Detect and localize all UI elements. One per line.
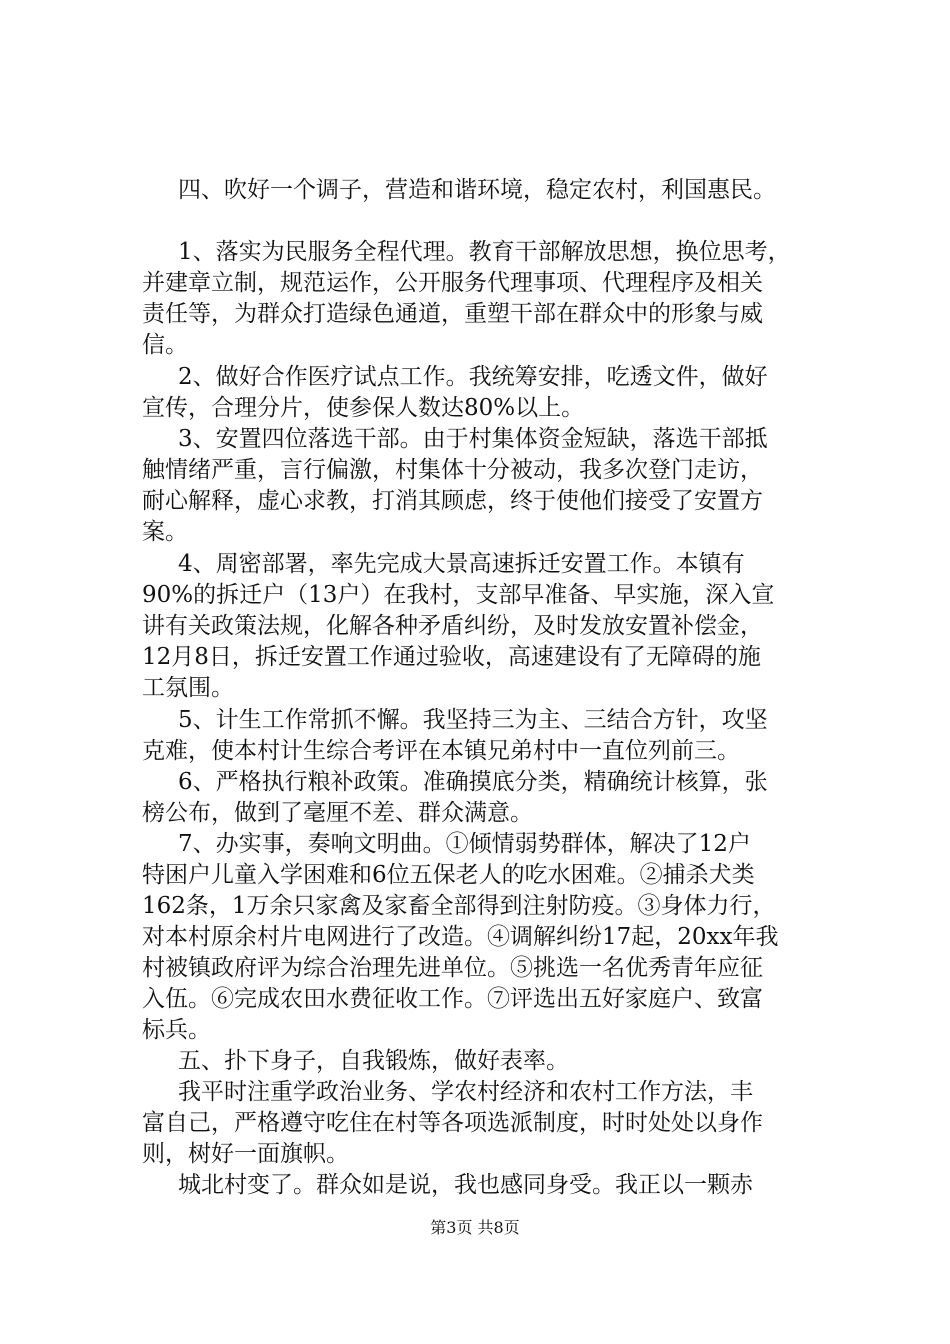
text-line: 4、周密部署，率先完成大景高速拆迁安置工作。本镇有 — [178, 551, 745, 577]
text-line: 162条，1万余只家禽及家畜全部得到注射防疫。③身体力行， — [142, 893, 776, 919]
text-line: 富自己，严格遵守吃住在村等各项选派制度，时时处处以身作 — [142, 1110, 763, 1136]
text-line: 责任等，为群众打造绿色通道，重塑干部在群众中的形象与威 — [142, 301, 763, 327]
text-line: 12月8日，拆迁安置工作通过验收，高速建设有了无障碍的施 — [142, 644, 761, 670]
text-line: 则，树好一面旗帜。 — [142, 1141, 349, 1167]
text-line: 案。 — [142, 519, 188, 545]
text-line: 特困户儿童入学困难和6位五保老人的吃水困难。②捕杀犬类 — [142, 862, 755, 888]
text-line: 5、计生工作常抓不懈。我坚持三为主、三结合方针，攻坚 — [178, 707, 768, 733]
text-line: 城北村变了。群众如是说，我也感同身受。我正以一颗赤 — [178, 1172, 753, 1198]
text-line: 对本村原余村片电网进行了改造。④调解纠纷17起，20xx年我 — [142, 924, 779, 950]
text-line: 入伍。⑥完成农田水费征收工作。⑦评选出五好家庭户、致富 — [142, 986, 763, 1012]
text-line: 信。 — [142, 332, 188, 358]
text-line: 克难，使本村计生综合考评在本镇兄弟村中一直位列前三。 — [142, 738, 740, 764]
text-line: 讲有关政策法规，化解各种矛盾纠纷，及时发放安置补偿金， — [142, 613, 763, 639]
text-line: 宣传，合理分片，使参保人数达80%以上。 — [142, 395, 585, 421]
text-line: 7、办实事，奏响文明曲。①倾情弱势群体，解决了12户 — [178, 831, 751, 857]
text-line: 触情绪严重，言行偏激，村集体十分被动，我多次登门走访， — [142, 457, 763, 483]
text-line: 榜公布，做到了毫厘不差、群众满意。 — [142, 800, 533, 826]
text-line: 标兵。 — [142, 1017, 211, 1043]
text-line: 2、做好合作医疗试点工作。我统筹安排，吃透文件，做好 — [178, 364, 768, 390]
page-footer: 第3页 共8页 — [430, 1218, 520, 1237]
text-line: 3、安置四位落选干部。由于村集体资金短缺，落选干部抵 — [178, 426, 768, 452]
text-line: 工氛围。 — [142, 675, 234, 701]
text-line: 我平时注重学政治业务、学农村经济和农村工作方法，丰 — [178, 1079, 753, 1105]
text-line: 耐心解释，虚心求教，打消其顾虑，终于使他们接受了安置方 — [142, 488, 763, 514]
text-line: 四、吹好一个调子，营造和谐环境，稳定农村，利国惠民。 — [178, 177, 776, 203]
text-line: 90%的拆迁户（13户）在我村，支部早准备、早实施，深入宣 — [142, 582, 775, 608]
text-line: 1、落实为民服务全程代理。教育干部解放思想，换位思考， — [178, 239, 791, 265]
text-line: 五、扑下身子，自我锻炼，做好表率。 — [178, 1048, 569, 1074]
text-line: 村被镇政府评为综合治理先进单位。⑤挑选一名优秀青年应征 — [142, 955, 763, 981]
text-line: 并建章立制，规范运作，公开服务代理事项、代理程序及相关 — [142, 270, 763, 296]
text-line: 6、严格执行粮补政策。准确摸底分类，精确统计核算，张 — [178, 769, 768, 795]
